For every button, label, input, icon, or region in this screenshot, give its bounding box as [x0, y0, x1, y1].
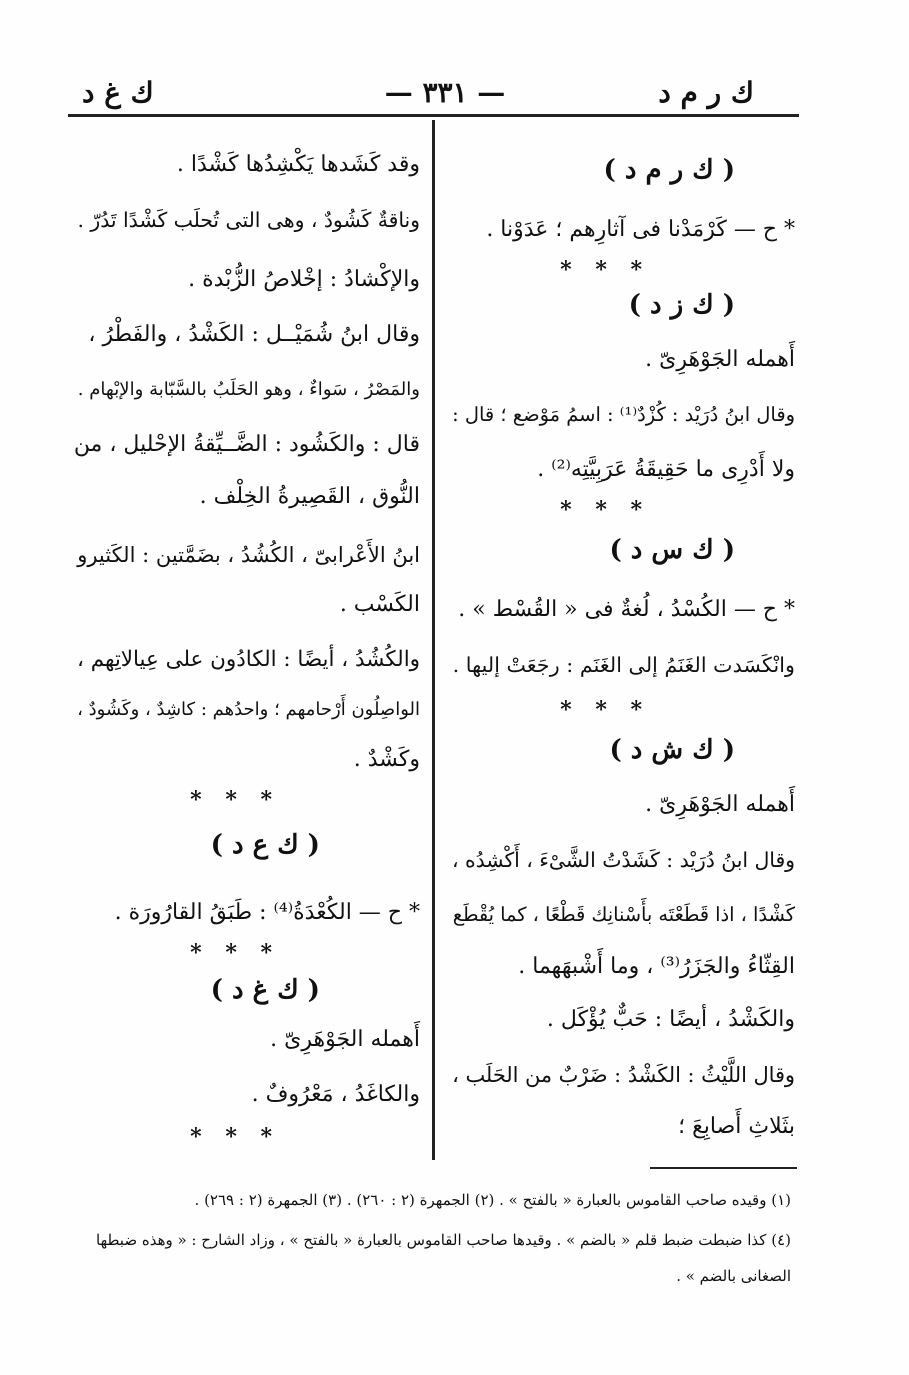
page-number: — ٣٣١ — [384, 76, 506, 109]
text-line: وكَشْدٌ . [353, 747, 420, 772]
text-line: * ح — الكُسْدُ ، لُغةٌ فى « القُسْط » . [458, 597, 795, 622]
column-divider [432, 120, 435, 1160]
text-line: والكُشُدُ ، أيضًا : الكادُون على عِيالاتِهم ، [76, 647, 420, 672]
text-line: والكَشْدُ ، أيضًا : حَبٌّ يُؤْكَل . [546, 1007, 795, 1032]
separator-stars: * * * [190, 940, 280, 966]
text-line: وانْكَسَدت الغَنَمُ إلى الغَنَم : رجَعَتْ إليها . [452, 653, 795, 677]
text-line: ولا أَدْرِى ما حَقِيقَةُ عَرَبِيَّتِه⁽²⁾ . [537, 457, 795, 482]
separator-stars: * * * [190, 787, 280, 813]
entry-heading: ( ك غ د ) [210, 975, 320, 1005]
text-line: بثَلاثِ أَصابِعَ ؛ [678, 1114, 795, 1139]
footnote: الصغانى بالضم » . [676, 1267, 791, 1285]
separator-stars: * * * [560, 697, 650, 723]
left-column [70, 140, 420, 1160]
right-column [445, 140, 795, 1160]
text-line: أَهمله الجَوْهَرِىّ . [645, 792, 795, 817]
text-line: قال : والكَشُود : الضَّــيِّقةُ الإحْليل ، من [73, 432, 420, 457]
separator-stars: * * * [560, 497, 650, 523]
footnote: (٤) كذا ضبطت ضبط قلم « بالضم » . وقيدها صاحب القاموس بالعبارة « بالفتح » ، وزاد الشارح : « وهذه ضبطها [96, 1231, 791, 1249]
entry-heading: ( ك ع د ) [210, 830, 320, 860]
header-right-title: ك ر م د [658, 76, 754, 109]
text-line: الكَسْب . [339, 592, 420, 617]
header-left-title: ك غ د [82, 76, 154, 109]
text-line: وناقةٌ كَشُودٌ ، وهى التى تُحلَب كَشْدًا تَدُرّ . [77, 208, 420, 232]
entry-heading: ( ك س د ) [609, 535, 735, 565]
text-line: وقال ابنُ دُرَيْد : كُزْدٌ⁽¹⁾ : اسمُ مَوْضع ؛ قال : [452, 403, 795, 426]
text-line: * ح — الكُعْدَةُ⁽⁴⁾ : طَبَقُ القارُورَة . [114, 900, 420, 925]
text-line: والمَصْرُ ، سَواءٌ ، وهو الحَلَبُ بالسَّبّابة والإبْهام . [77, 379, 420, 400]
text-line: أَهمله الجَوْهَرِىّ . [270, 1027, 420, 1052]
text-line: والإكْشادُ : إخْلاصُ الزُّبْدة . [188, 267, 420, 292]
separator-stars: * * * [560, 257, 650, 283]
entry-heading: ( ك ر م د ) [603, 155, 735, 185]
text-line: أَهمله الجَوْهَرِىّ . [645, 347, 795, 372]
text-line: وقال اللَّيْثُ : الكَشْدُ : ضَرْبٌ من الحَلَب ، [452, 1063, 795, 1087]
text-line: كَشْدًا ، اذا قَطَعْتَه بأَسْنانِك قَطْعًا ، كما يُقْطَع [452, 903, 795, 926]
entry-heading: ( ك ز د ) [628, 290, 735, 320]
separator-stars: * * * [190, 1124, 280, 1150]
text-line: وقد كَشَدها يَكْشِدُها كَشْدًا . [176, 152, 420, 177]
text-line: * ح — كَرْمَدْنا فى آثارِهم ؛ عَدَوْنا . [486, 217, 795, 242]
text-line: والكاغَدُ ، مَعْرُوفٌ . [251, 1082, 420, 1107]
text-line: ابنُ الأَعْرابىّ ، الكُشُدُ ، بضَمَّتين : الكَثيرو [77, 542, 420, 567]
text-line: النُّوق ، القَصِيرةُ الخِلْف . [199, 484, 420, 509]
text-line: الواصِلُون أَرْحامهم ؛ واحدُهم : كاشِدٌ ، وكَشُودٌ ، [77, 699, 420, 720]
entry-heading: ( ك ش د ) [609, 735, 735, 765]
text-line: القِثّاءُ والجَزَرُ⁽³⁾ ، وما أَشْبهَهما . [518, 954, 795, 979]
footnote-rule [650, 1167, 797, 1169]
text-line: وقال ابنُ دُرَيْد : كَشَدْتُ الشَّىْءَ ، أَكْشِدُه ، [451, 848, 795, 872]
page-header [0, 68, 909, 114]
header-rule [68, 114, 799, 117]
footnote: (١) وقيده صاحب القاموس بالعبارة « بالفتح » . (٢) الجمهرة (٢ : ٢٦٠) . (٣) الجمهرة (٢ : ٢٦٩) . [194, 1191, 791, 1209]
text-line: وقال ابنُ شُمَيْــل : الكَشْدُ ، والفَطْرُ ، [88, 322, 420, 347]
